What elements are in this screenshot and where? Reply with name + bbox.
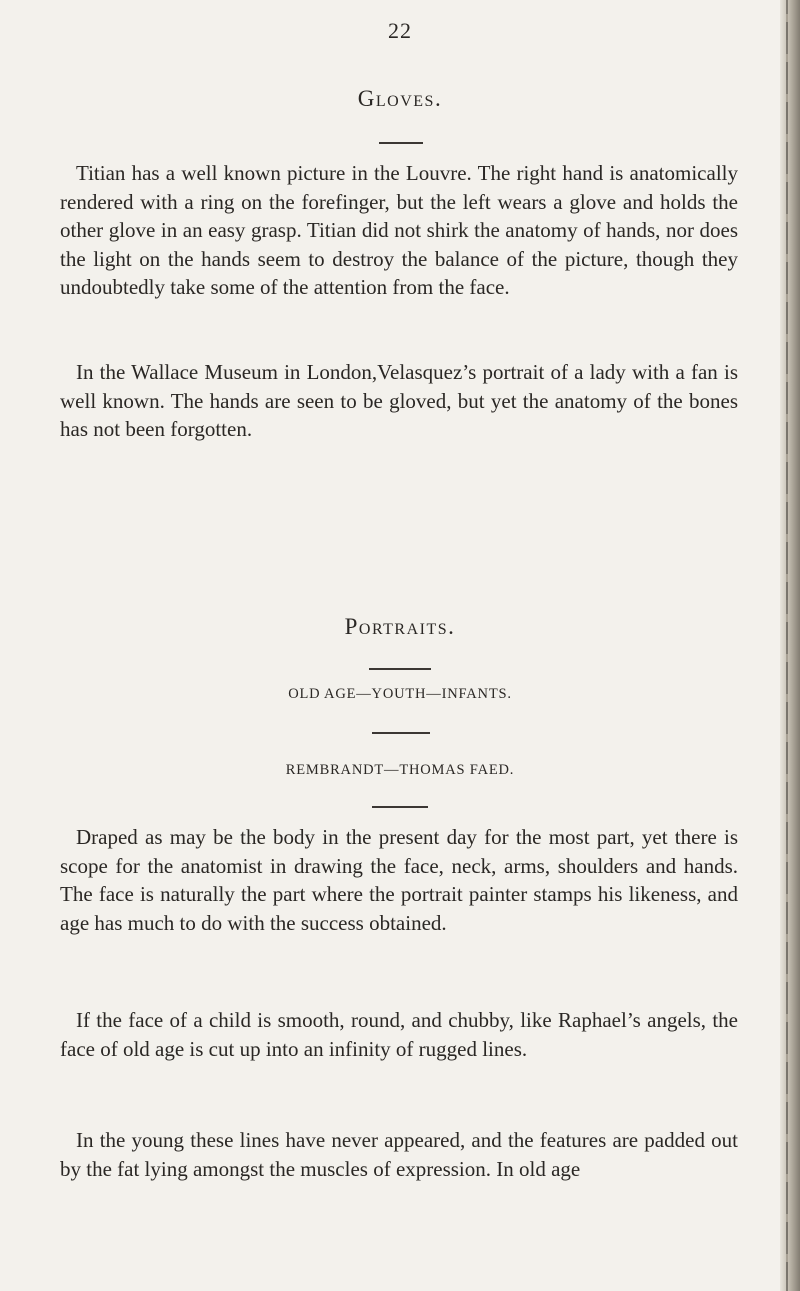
portraits-divider-1 <box>369 668 431 670</box>
portraits-subheading-ages: OLD AGE—YOUTH—INFANTS. <box>288 686 512 702</box>
gloves-paragraph-2: In the Wallace Museum in London,Velasquez’s portrait of a lady with a fan is well known. The hands are seen to be gloved, but yet the anatomy of the bones has not been forgotten. <box>60 360 738 441</box>
portraits-divider-3 <box>372 806 428 808</box>
page-number: 22 <box>388 18 412 43</box>
portraits-paragraph-1: Draped as may be the body in the present day for the most part, yet there is scope for the anatomist in drawing the face, neck, arms, shoulders and hands. The face is naturally the part where the portrait painter stamps his likeness, and age has much to do with the success obtained. <box>60 825 738 935</box>
gloves-divider <box>379 142 423 144</box>
page-edge-shadow <box>780 0 800 1291</box>
portraits-paragraph-2: If the face of a child is smooth, round, and chubby, like Raphael’s angels, the face of old age is cut up into an infinity of rugged lines. <box>60 1008 738 1061</box>
portraits-divider-2 <box>372 732 430 734</box>
gloves-heading: Gloves. <box>357 86 443 111</box>
portraits-subheading-artists: REMBRANDT—THOMAS FAED. <box>285 762 515 778</box>
portraits-heading: Portraits. <box>344 614 456 639</box>
portraits-paragraph-3: In the young these lines have never appeared, and the features are padded out by the fat lying amongst the muscles of expression. In old age <box>60 1128 738 1181</box>
gloves-paragraph-1: Titian has a well known picture in the Louvre. The right hand is anatomically rendered with a ring on the forefinger, but the left wears a glove and holds the other glove in an easy grasp. Titian did not shirk the anatomy of hands, nor does the light on the hands seem to destroy the balance of the picture, though they undoubtedly take some of the attention from the face. <box>60 161 738 299</box>
